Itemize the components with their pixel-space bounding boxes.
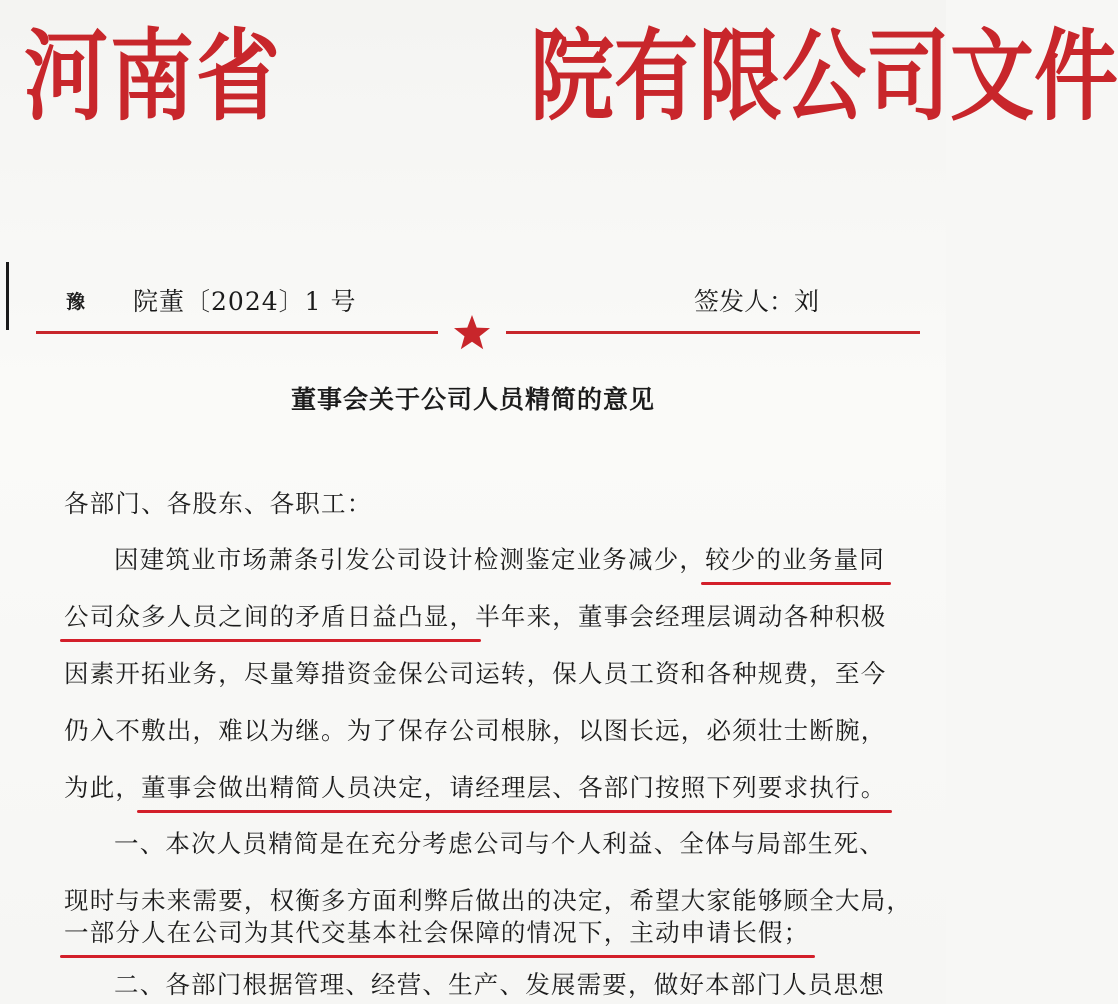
body-line <box>64 712 886 747</box>
body-line <box>64 598 886 633</box>
body-line <box>114 541 885 576</box>
body-line <box>64 655 886 690</box>
document-number <box>66 282 357 318</box>
body-text: 现时与未来需要，权衡多方面利弊后做出的决定，希望大家能够顾全大局， <box>64 886 913 915</box>
signer: 签发人：刘 <box>694 287 820 316</box>
document-number-prefix: 豫 <box>66 290 86 313</box>
body-text: 因建筑业市场萧条引发公司设计检测鉴定业务减少， <box>114 545 706 574</box>
body-text: 半年来，董事会经理层调动各种积极 <box>475 602 887 631</box>
red-divider-left <box>36 331 438 334</box>
red-star-icon <box>452 313 492 353</box>
document-number-value: 院董〔2024〕1 号 <box>133 287 357 316</box>
body-text: 二、各部门根据管理、经营、生产、发展需要，做好本部门人员思想 <box>114 970 885 999</box>
salutation: 各部门、各股东、各职工： <box>64 489 373 518</box>
body-line <box>114 966 885 1001</box>
header-province: 河南省 <box>24 17 283 135</box>
body-line <box>64 882 912 917</box>
body-text: 仍入不敷出，难以为继。为了保存公司根脉，以图长远，必须壮士断腕， <box>64 716 887 745</box>
body-line <box>64 769 886 804</box>
body-text: 因素开拓业务，尽量筹措资金保公司运转，保人员工资和各种规费，至今 <box>64 659 887 688</box>
underlined-text: 一部分人在公司为其代交基本社会保障的情况下，主动申请长假； <box>64 914 809 949</box>
body-text: 为此， <box>64 773 142 802</box>
red-divider-right <box>506 331 920 334</box>
underlined-text: 公司众多人员之间的矛盾日益凸显， <box>64 598 475 633</box>
underlined-text: 较少的业务量同 <box>705 541 885 576</box>
page-edge-mark <box>6 262 9 330</box>
document-title: 董事会关于公司人员精简的意见 <box>290 385 655 414</box>
underlined-text: 董事会做出精简人员决定，请经理层、各部门按照下列要求执行。 <box>141 769 886 804</box>
header-company-file: 院有限公司文件 <box>530 17 1118 135</box>
body-text: 一、本次人员精简是在充分考虑公司与个人利益、全体与局部生死、 <box>114 829 885 858</box>
body-line <box>114 825 885 860</box>
body-line <box>64 914 809 949</box>
